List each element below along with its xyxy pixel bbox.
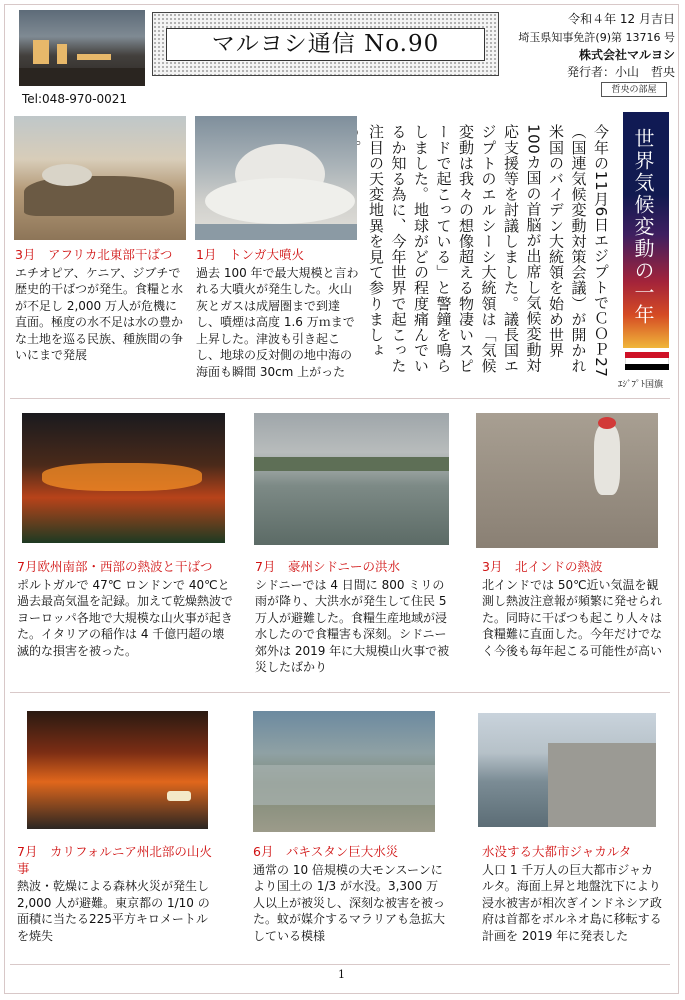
article-body: 熱波・乾燥による森林火災が発生し 2,000 人が避難。東京都の 1/10 の面積に当たる225平方キロメートルを焼失 — [17, 879, 210, 943]
africa-drought-photo — [14, 116, 186, 240]
sydney-flood-photo — [254, 413, 449, 545]
title-box — [152, 12, 499, 76]
egypt-flag-icon — [625, 352, 669, 370]
pakistan-flood-photo — [253, 711, 435, 832]
issue-date: 令和４年 12 月吉日 — [568, 12, 675, 26]
california-wildfire-photo — [27, 711, 208, 829]
column-badge: 哲央の部屋 — [601, 82, 667, 97]
article-heading: 水没する大都市ジャカルタ — [482, 844, 632, 859]
phone-number: Tel:048-970-0021 — [22, 92, 128, 106]
europe-wildfire-photo — [22, 413, 225, 543]
article-heading: 3月 アフリカ北東部干ばつ — [15, 247, 173, 262]
article-heading: 3月 北インドの熱波 — [482, 559, 603, 574]
publisher: 発行者：小山 哲央 — [566, 65, 675, 79]
article-europe — [17, 559, 233, 659]
feature-heading: 世界気候変動の一年 — [631, 128, 655, 326]
article-heading: 7月 豪州シドニーの洪水 — [255, 559, 400, 574]
company-name: 株式会社マルヨシ — [578, 48, 675, 62]
footer-divider — [10, 964, 670, 965]
article-tonga — [196, 247, 362, 380]
article-body: シドニーでは 4 日間に 800 ミリの雨が降り、大洪水が発生して住民 5 万人が避難した。食糧生産地域が浸水したので食糧害も深刻。シドニー郊外は 2019 年に大規模山火事で被災したばかり — [255, 577, 450, 674]
article-heading: 1月 トンガ大噴火 — [196, 247, 304, 262]
article-heading: 6月 パキスタン巨大水災 — [253, 844, 399, 859]
article-body: 北インドでは 50℃近い気温を観測し熱波注意報が頻繁に発せられた。同時に干ばつも起こり人々は食糧難に直面した。今年だけでなく今後も毎年起こる可能性が高い — [482, 577, 663, 658]
article-sydney — [255, 559, 451, 676]
section-divider — [10, 692, 670, 693]
page-number: 1 — [338, 968, 345, 981]
company-building-photo — [19, 10, 145, 86]
flag-label: ｴｼﾞﾌﾟﾄ国旗 — [618, 380, 664, 390]
jakarta-aerial-photo — [478, 713, 656, 827]
tonga-eruption-photo — [195, 116, 357, 240]
article-body: エチオピア、ケニア、ジブチで歴史的干ばつが発生。食糧と水が不足し 2,000 万人が危機に直面。極度の水不足は水の豊かな土地を巡る民族、種族間の争いにまで発展 — [15, 265, 184, 362]
feature-intro-text: 今年の11月6日エジプトでＣＯＰ27（国連気候変動対策会議）が開かれ米国のバイデン大統領を始め世界100カ国の首脳が出席し気候変動対応支援等を討議しました。議長国エジプトのエルシーシ大統領は「気候変動は我々の想像超える物凄いスピードで起こっている」と警鐘を鳴らしました。地球がどの程度痛んでいるか知る為に、今年世界で起こった注目の天変地異を見て参りましょ — [367, 124, 610, 378]
article-heading: 7月 カリフォルニア州北部の山火事 — [17, 844, 212, 876]
feature-heading-box — [623, 112, 669, 348]
article-california — [17, 844, 215, 944]
license-number: 埼玉県知事免許(9)第 13716 号 — [518, 31, 675, 44]
article-body: 通常の 10 倍規模の大モンスーンにより国土の 1/3 が水没。3,300 万人以上が被災し、深刻な被害を被った。蚊が媒介するマラリアも急拡大している模様 — [253, 862, 446, 943]
article-jakarta — [482, 844, 662, 944]
article-africa — [15, 247, 187, 364]
newsletter-title: マルヨシ通信 No.90 — [166, 28, 485, 61]
section-divider — [10, 398, 670, 399]
article-body: 人口 1 千万人の巨大都市ジャカルタ。海面上昇と地盤沈下により浸水被害が相次ぎインドネシア政府は首都をボルネオ島に移転する計画を 2019 年に発表した — [482, 862, 662, 943]
article-body: ポルトガルで 47℃ ロンドンで 40℃と過去最高気温を記録。加えて乾燥熱波でヨーロッパ各地で大規模な山火事が起きた。イタリアの稲作は 4 千億円超の壊滅的な損害を被った。 — [17, 577, 234, 658]
india-heatwave-photo — [476, 413, 658, 548]
article-body: 過去 100 年で最大規模と言われる大噴火が発生した。火山灰とガスは成層圏まで到達し、噴煙は高度 1.6 万ｍまで上昇した。津波も引き起こし、地球の反対側の地中海の海面も瞬間 30cm 上がった — [196, 265, 359, 379]
article-pakistan — [253, 844, 447, 944]
article-india — [482, 559, 664, 659]
article-heading: 7月欧州南部・西部の熱波と干ばつ — [17, 559, 213, 574]
